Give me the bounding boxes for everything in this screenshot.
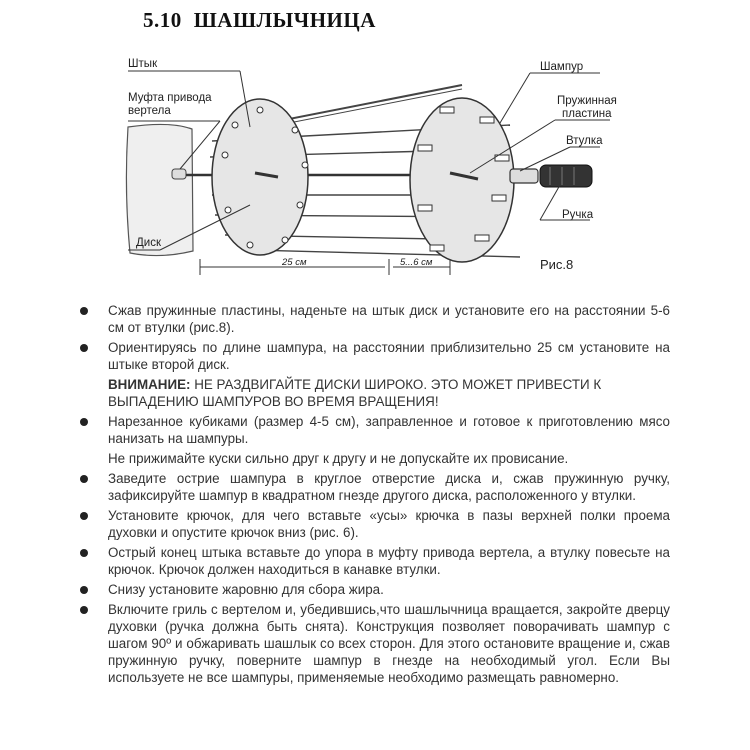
item-text: Снизу установите жаровню для сбора жира.: [108, 582, 384, 597]
label-ruchka: Ручка: [562, 209, 594, 221]
right-disk: [410, 98, 514, 262]
bullet-icon: [80, 606, 88, 614]
bullet-icon: [80, 586, 88, 594]
list-item: [80, 601, 670, 686]
label-mufta-line2: вертела: [128, 105, 171, 117]
section-number: 5.10: [143, 8, 182, 32]
list-item: [80, 581, 670, 598]
bullet-icon: [80, 418, 88, 426]
dimension-25cm: 25 см: [282, 257, 307, 268]
item-text: Установите крючок, для чего вставьте «усы» крючка в пазы верхней полки проема духовки и опустите крючок вниз (рис. 6).: [108, 508, 670, 540]
figure-caption: Рис.8: [540, 257, 574, 272]
item-text: Включите гриль с вертелом и, убедившись,что шашлычница вращается, закройте дверцу духовки (ручка должна быть снята). Конструкция позволяет поворачивать шампур с шагом 90º и обжаривать шашлык со всех сторон. Для этого остановите вращение и, сжав пружинную ручку, поверните шампур в гнезде на необходимый угол. Если Вы используете не все шампуры, применяемые необходимо размещать равномерно.: [108, 602, 670, 685]
item-text: Ориентируясь по длине шампура, на расстоянии приблизительно 25 см установите на штыке второй диск.: [108, 340, 670, 372]
label-shtyk: Штык: [128, 58, 158, 70]
label-shampur: Шампур: [540, 61, 584, 73]
label-vtulka: Втулка: [566, 135, 603, 147]
list-item: [80, 544, 670, 578]
bullet-icon: [80, 344, 88, 352]
rotisserie-illustration: [100, 45, 640, 285]
bullet-icon: [80, 512, 88, 520]
warning-note: [80, 376, 670, 410]
label-mufta-line1: Муфта привода: [128, 92, 212, 104]
section-title-text: ШАШЛЫЧНИЦА: [193, 8, 376, 32]
label-disk: Диск: [136, 237, 161, 249]
bullet-icon: [80, 307, 88, 315]
list-item: [80, 470, 670, 504]
item-note: Не прижимайте куски сильно друг к другу и не допускайте их провисание.: [108, 451, 569, 466]
bushing: [510, 169, 538, 183]
oven-wall: [126, 124, 193, 255]
bullet-icon: [80, 475, 88, 483]
label-plastina-line2: пластина: [562, 108, 612, 120]
list-item: [80, 507, 670, 541]
warning-text: НЕ РАЗДВИГАЙТЕ ДИСКИ ШИРОКО. ЭТО МОЖЕТ ПРИВЕСТИ К ВЫПАДЕНИЮ ШАМПУРОВ ВО ВРЕМЯ ВРАЩЕНИЯ!: [108, 377, 602, 409]
list-item: [80, 302, 670, 336]
warning-label: ВНИМАНИЕ:: [108, 377, 191, 392]
bullet-icon: [80, 549, 88, 557]
left-disk: [212, 99, 308, 255]
list-item: [80, 339, 670, 373]
label-plastina-line1: Пружинная: [557, 95, 617, 107]
section-title: [143, 8, 376, 33]
handle: [540, 165, 592, 187]
item-text: Сжав пружинные пластины, наденьте на штык диск и установите его на расстоянии 5-6 см от втулки (рис.8).: [108, 303, 670, 335]
instruction-list: [80, 302, 670, 689]
drive-coupling: [172, 169, 186, 179]
figure-kebab-rotisserie: [100, 45, 640, 285]
item-text: Заведите острие шампура в круглое отверстие диска и, сжав пружинную ручку, зафиксируйте шампур в квадратном гнезде другого диска, расположенного у втулки.: [108, 471, 670, 503]
item-text: Нарезанное кубиками (размер 4-5 см), заправленное и готовое к приготовлению мясо нанизать на шампуры.: [108, 414, 670, 446]
dimension-5-6cm: 5...6 см: [400, 257, 433, 268]
list-item: [80, 413, 670, 447]
item-text: Острый конец штыка вставьте до упора в муфту привода вертела, а втулку повесьте на крючок. Крючок должен находиться в канавке втулки.: [108, 545, 670, 577]
